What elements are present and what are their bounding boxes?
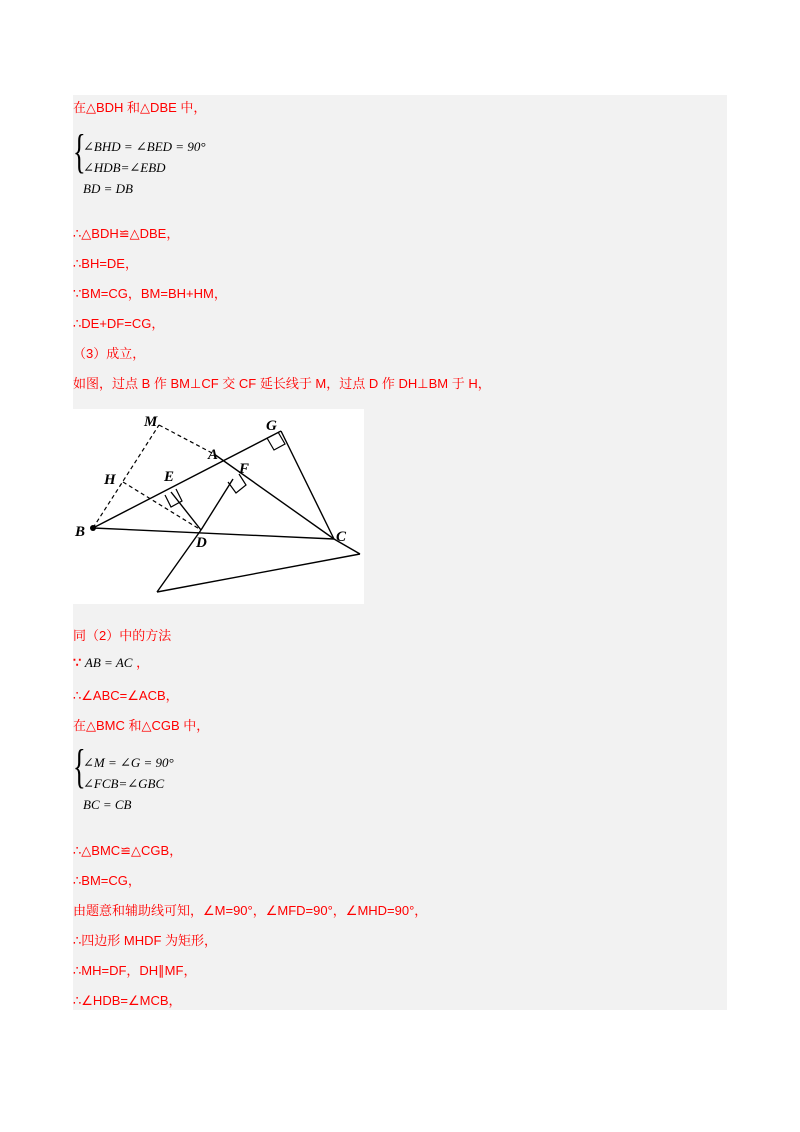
text-line-6: （3）成立， (73, 346, 146, 361)
system2-eq-3: BC = CB (83, 797, 132, 812)
text-line-9 (73, 655, 149, 671)
segment-BG (93, 431, 281, 528)
label-E: E (164, 469, 175, 485)
text-line-11: 在△BMC 和△CGB 中， (73, 718, 210, 733)
geometry-figure (73, 409, 364, 604)
text-line-10: ∴∠ABC=∠ACB， (73, 688, 179, 703)
label-C: C (336, 529, 347, 545)
segment-D-bottom (157, 530, 201, 592)
text-line-13: ∴BM=CG， (73, 873, 141, 888)
text-line-15: ∴四边形 MHDF 为矩形， (73, 933, 218, 948)
equation-system-1 (83, 136, 206, 199)
text-line-2: ∴△BDH≌△DBE， (73, 226, 180, 241)
comma: ， (136, 655, 150, 670)
text-line-12: ∴△BMC≌△CGB， (73, 843, 183, 858)
text-line-8: 同（2）中的方法 (73, 628, 172, 643)
because-symbol: ∵ (73, 655, 82, 670)
segment-bottom (157, 554, 360, 592)
system-brace-1: { (73, 125, 86, 178)
label-M: M (144, 414, 158, 430)
text-line-4: ∵BM=CG，BM=BH+HM， (73, 286, 227, 301)
text-line-14: 由题意和辅助线可知，∠M=90°，∠MFD=90°，∠MHD=90°， (73, 903, 428, 918)
system-brace-2: { (73, 740, 86, 793)
text-line-3: ∴BH=DE， (73, 256, 138, 271)
text-line-1: 在△BDH 和△DBE 中， (73, 100, 207, 115)
system1-eq-1: ∠BHD = ∠BED = 90° (83, 139, 206, 154)
system1-eq-2: ∠HDB=∠EBD (83, 160, 166, 175)
segment-ED (171, 492, 201, 530)
segment-AC (214, 454, 334, 539)
geometry-diagram (73, 409, 364, 604)
system1-eq-3: BD = DB (83, 181, 133, 196)
dashed-MA (159, 425, 214, 454)
text-line-5: ∴DE+DF=CG， (73, 316, 165, 331)
label-A: A (208, 447, 219, 463)
label-G: G (266, 418, 277, 434)
text-line-17: ∴∠HDB=∠MCB， (73, 993, 182, 1008)
text-line-7: 如图，过点 B 作 BM⊥CF 交 CF 延长线于 M，过点 D 作 DH⊥BM 于 H， (73, 376, 491, 391)
text-line-16: ∴MH=DF，DH∥MF， (73, 963, 197, 978)
system2-eq-1: ∠M = ∠G = 90° (83, 755, 174, 770)
segment-BC (93, 528, 334, 539)
equation-system-2 (83, 752, 174, 815)
label-B: B (75, 524, 86, 540)
point-B-dot (90, 525, 96, 531)
segment-GC (281, 431, 334, 539)
dashed-BM (93, 425, 159, 528)
inline-equation: AB = AC (84, 655, 133, 670)
label-H: H (104, 472, 116, 488)
label-D: D (196, 535, 207, 551)
segment-FD (201, 479, 233, 530)
system2-eq-2: ∠FCB=∠GBC (83, 776, 165, 791)
right-angle-E (165, 489, 182, 507)
label-F: F (239, 461, 250, 477)
